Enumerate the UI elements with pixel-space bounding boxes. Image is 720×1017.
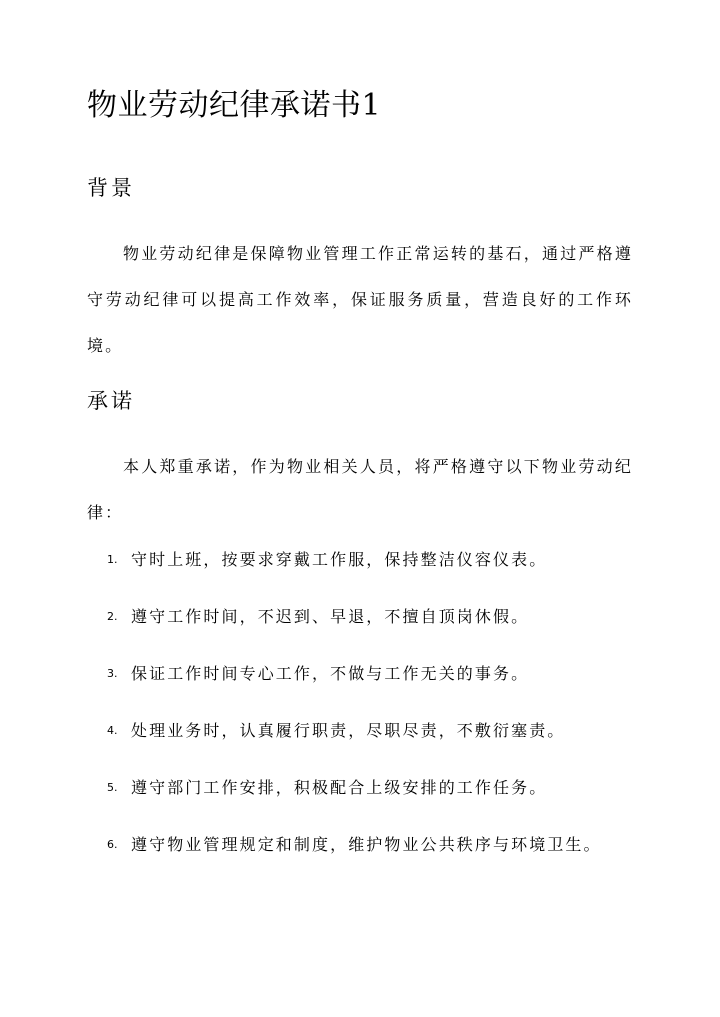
- list-item-text: 遵守工作时间，不迟到、早退，不擅自顶岗休假。: [131, 607, 530, 626]
- list-item-text: 守时上班，按要求穿戴工作服，保持整洁仪容仪表。: [131, 550, 548, 569]
- list-item: [0, 546, 720, 576]
- list-item-number: 6.: [107, 838, 118, 851]
- list-item: [0, 717, 720, 747]
- commitment-paragraph: 本人郑重承诺，作为物业相关人员，将严格遵守以下物业劳动纪律：: [87, 457, 633, 522]
- list-item-number: 2.: [107, 610, 118, 623]
- list-item: [0, 831, 720, 861]
- section-heading-background: 背景: [87, 176, 135, 200]
- list-item-number: 5.: [107, 781, 118, 794]
- list-item: [0, 603, 720, 633]
- list-item-text: 遵守物业管理规定和制度，维护物业公共秩序与环境卫生。: [131, 835, 602, 854]
- list-item-text: 遵守部门工作安排，积极配合上级安排的工作任务。: [131, 778, 548, 797]
- list-item-number: 4.: [107, 724, 118, 737]
- list-item-text: 处理业务时，认真履行职责，尽职尽责，不敷衍塞责。: [131, 721, 566, 740]
- background-paragraph: 物业劳动纪律是保障物业管理工作正常运转的基石，通过严格遵守劳动纪律可以提高工作效率，保证服务质量，营造良好的工作环境。: [87, 244, 633, 355]
- list-item-number: 3.: [107, 667, 118, 680]
- list-item-text: 保证工作时间专心工作，不做与工作无关的事务。: [131, 664, 530, 683]
- list-item-number: 1.: [107, 553, 118, 566]
- list-item: [0, 774, 720, 804]
- document-title: 物业劳动纪律承诺书1: [87, 88, 382, 123]
- section-heading-commitment: 承诺: [87, 389, 135, 413]
- list-item: [0, 660, 720, 690]
